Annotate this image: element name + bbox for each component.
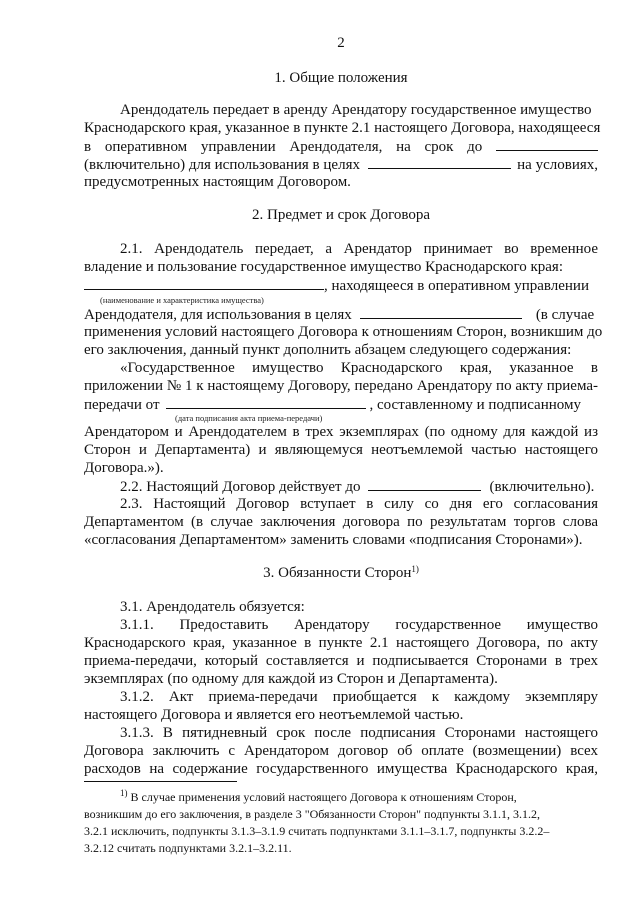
- purpose-blank: [368, 155, 511, 169]
- s23-line-2: Департаментом (в случае заключения договора по результатам торгов слова: [84, 514, 598, 530]
- s1-line-4-start: (включительно) для использования в целях: [84, 157, 360, 173]
- s1-line-4-end: на условиях,: [517, 157, 598, 173]
- page-number: 2: [337, 35, 345, 51]
- s311-line-2: Краснодарского края, указанное в пункте 2.1 настоящего Договора, по акту: [84, 635, 598, 651]
- quote-line-6: Договора.»).: [84, 460, 164, 476]
- term-blank: [496, 137, 598, 151]
- s1-word: в: [84, 139, 92, 155]
- s21-line-2: владение и пользование государственное имущество Краснодарского края:: [84, 259, 563, 275]
- footnote-rule: [84, 781, 237, 782]
- s312-line-1: 3.1.2. Акт приема-передачи приобщается к каждому экземпляру: [120, 689, 598, 705]
- s311-word: Арендатору: [294, 617, 370, 633]
- s1-line-4: [84, 155, 598, 174]
- s311-word: 3.1.1.: [120, 617, 154, 633]
- s311-word: Предоставить: [179, 617, 269, 633]
- s1-line-1: Арендодатель передает в аренду Арендатору государственное имущество: [120, 102, 592, 118]
- section-3-heading: [84, 564, 598, 582]
- footnote-line-4: 3.2.12 считать подпунктами 3.2.1–3.2.11.: [84, 841, 292, 855]
- quote-line-1: «Государственное имущество Краснодарского края, указанное в: [120, 360, 598, 376]
- s22-start: 2.2. Настоящий Договор действует до: [120, 479, 361, 495]
- s1-word: до: [467, 139, 483, 155]
- end-date-blank: [368, 477, 481, 491]
- s311-line-4: экземплярах (по одному для каждой из Сторон и Департамента).: [84, 671, 498, 687]
- quote-line-3-end: , составленному и подписанному: [369, 397, 581, 413]
- s311-word: государственное: [395, 617, 502, 633]
- s311-line-3: приема-передачи, который составляется и подписывается Сторонами в трех: [84, 653, 598, 669]
- quote-line-4: Арендатором и Арендодателем в трех экземплярах (по одному для каждой из: [84, 424, 598, 440]
- s1-word: Арендодателя,: [289, 139, 383, 155]
- s313-line-1: 3.1.3. В пятидневный срок после подписания Сторонами настоящего: [120, 725, 598, 741]
- s1-line-2: Краснодарского края, указанное в пункте 2.1 настоящего Договора, находящееся: [84, 120, 601, 136]
- footnote-line-3: 3.2.1 исключить, подпункты 3.1.3–3.1.9 считать подпунктами 3.1.1–3.1.7, подпункты 3.2.2–: [84, 824, 550, 838]
- s21-line-4: [84, 305, 598, 324]
- caption-act-date: (дата подписания акта приема-передачи): [175, 413, 323, 423]
- quote-line-2: приложении № 1 к настоящему Договору, передано Арендатору по акту приема-: [84, 378, 598, 394]
- s21-line-5: применения условий настоящего Договора к отношениям Сторон, возникшим до: [84, 324, 603, 340]
- s21-line-3-end: , находящееся в оперативном управлении: [324, 278, 589, 294]
- s31-line: 3.1. Арендодатель обязуется:: [120, 599, 305, 615]
- quote-line-3: [84, 395, 598, 414]
- section-1-heading: 1. Общие положения: [274, 70, 408, 86]
- purpose-blank-2: [360, 305, 522, 319]
- s311-line-1: [84, 616, 598, 634]
- s1-word: оперативном: [104, 139, 188, 155]
- footnote-line-2: возникшим до его заключения, в разделе 3 "Обязанности Сторон" подпункты 3.1.1, 3.1.2,: [84, 807, 541, 821]
- s1-word: управлении: [200, 139, 276, 155]
- s21-line-6: его заключения, данный пункт дополнить абзацем следующего содержания:: [84, 342, 572, 358]
- footnote-marker: 1): [120, 788, 128, 798]
- s312-line-2: настоящего Договора и является его неотъемлемой частью.: [84, 707, 464, 723]
- s21-line-4-start: Арендодателя, для использования в целях: [84, 307, 352, 323]
- s21-line-3: [84, 276, 598, 295]
- s313-line-2: Договора заключить с Арендатором договор об оплате (возмещении) всех: [84, 743, 598, 759]
- section-3-heading-sup: 1): [411, 564, 419, 574]
- s313-line-3: расходов на содержание государственного имущества Краснодарского края,: [84, 761, 598, 777]
- footnote-line-1: [84, 789, 598, 806]
- footnote-line-1-text: В случае применения условий настоящего Договора к отношениям Сторон,: [130, 790, 517, 804]
- s311-word: имущество: [526, 617, 599, 633]
- s23-line-3: «согласования Департаментом» заменить словами «подписания Сторонами»).: [84, 532, 583, 548]
- quote-line-5: Сторон и Департамента) и являющемуся неотъемлемой частью настоящего: [84, 442, 598, 458]
- section-3-heading-text: 3. Обязанности Сторон: [263, 565, 412, 581]
- s22-end: (включительно).: [489, 479, 595, 495]
- section-2-heading: 2. Предмет и срок Договора: [251, 207, 430, 223]
- caption-property: (наименование и характеристика имущества): [100, 295, 264, 305]
- s21-line-4-end: (в случае: [535, 307, 595, 323]
- s22-line: [84, 477, 598, 496]
- s1-word: срок: [424, 139, 454, 155]
- quote-line-3-start: передачи от: [84, 397, 160, 413]
- s1-line-3: [84, 137, 598, 156]
- s21-line-1: 2.1. Арендодатель передает, а Арендатор принимает во временное: [120, 241, 598, 257]
- act-date-blank: [166, 395, 366, 409]
- s1-line-5: предусмотренных настоящим Договором.: [84, 174, 351, 190]
- s1-word: на: [396, 139, 411, 155]
- s23-line-1: 2.3. Настоящий Договор вступает в силу со дня его согласования: [120, 496, 598, 512]
- property-blank: [84, 276, 324, 290]
